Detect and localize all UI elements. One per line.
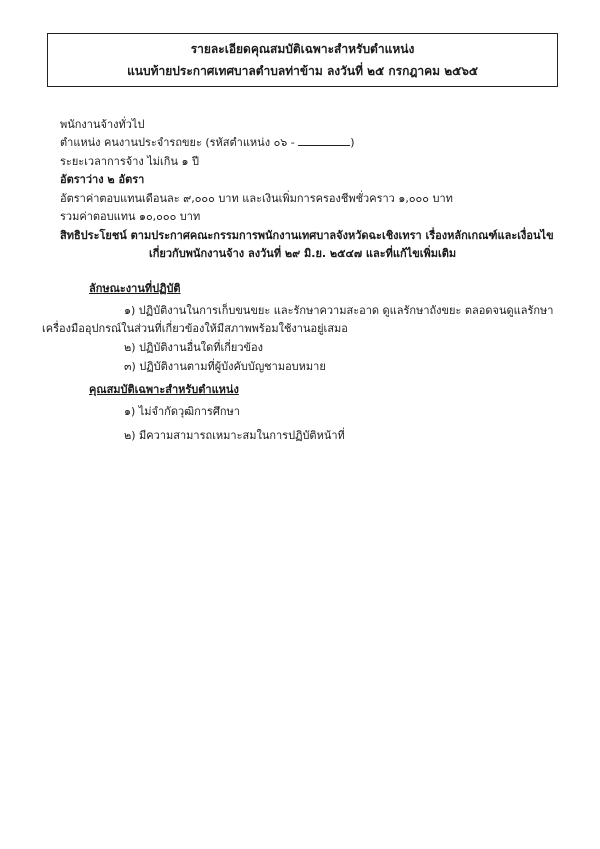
qualification-item-1: ๑) ไม่จำกัดวุฒิการศึกษา bbox=[124, 405, 240, 418]
vacancy-count: อัตราว่าง ๒ อัตรา bbox=[60, 173, 145, 186]
duty-item-1: ๑) ปฏิบัติงานในการเก็บขนขยะ และรักษาความสะอาด ดูแลรักษาถังขยะ ตลอดจนดูแลรักษา bbox=[124, 304, 554, 317]
duty-item-3: ๓) ปฏิบัติงานตามที่ผู้บังคับบัญชามอบหมาย bbox=[124, 360, 326, 373]
total-compensation: รวมค่าตอบแทน ๑๐,๐๐๐ บาท bbox=[60, 210, 201, 223]
benefits-line-2: เกี่ยวกับพนักงานจ้าง ลงวันที่ ๒๙ มิ.ย. ๒๕๔๗ และที่แก้ไขเพิ่มเติม bbox=[149, 247, 457, 260]
duty-item-1-cont: เครื่องมืออุปกรณ์ในส่วนที่เกี่ยวข้องให้มีสภาพพร้อมใช้งานอยู่เสมอ bbox=[42, 322, 348, 335]
position-close: ) bbox=[350, 136, 355, 149]
qualifications-heading: คุณสมบัติเฉพาะสำหรับตำแหน่ง bbox=[89, 383, 239, 396]
qualification-item-2: ๒) มีความสามารถเหมาะสมในการปฏิบัติหน้าที่ bbox=[124, 429, 345, 442]
employment-duration: ระยะเวลาการจ้าง ไม่เกิน ๑ ปี bbox=[60, 155, 199, 168]
position-line bbox=[60, 135, 355, 150]
position-code-blank bbox=[298, 136, 350, 146]
document-title: รายละเอียดคุณสมบัติเฉพาะสำหรับตำแหน่ง bbox=[190, 42, 415, 56]
duties-heading: ลักษณะงานที่ปฏิบัติ bbox=[89, 282, 181, 295]
document-title-box bbox=[47, 33, 558, 87]
position-text: ตำแหน่ง คนงานประจำรถขยะ (รหัสตำแหน่ง ๐๖ - bbox=[60, 136, 299, 149]
benefits-line-1: สิทธิประโยชน์ ตามประกาศคณะกรรมการพนักงานเทศบาลจังหวัดฉะเชิงเทรา เรื่องหลักเกณฑ์และเงื่อนไข bbox=[60, 229, 554, 242]
employee-type: พนักงานจ้างทั่วไป bbox=[60, 118, 145, 131]
duty-item-2: ๒) ปฏิบัติงานอื่นใดที่เกี่ยวข้อง bbox=[124, 341, 264, 354]
salary-line: อัตราค่าตอบแทนเดือนละ ๙,๐๐๐ บาท และเงินเพิ่มการครองชีพชั่วคราว ๑,๐๐๐ บาท bbox=[60, 192, 453, 205]
document-subtitle: แนบท้ายประกาศเทศบาลตำบลท่าข้าม ลงวันที่ ๒๕ กรกฎาคม ๒๕๖๕ bbox=[127, 64, 478, 78]
